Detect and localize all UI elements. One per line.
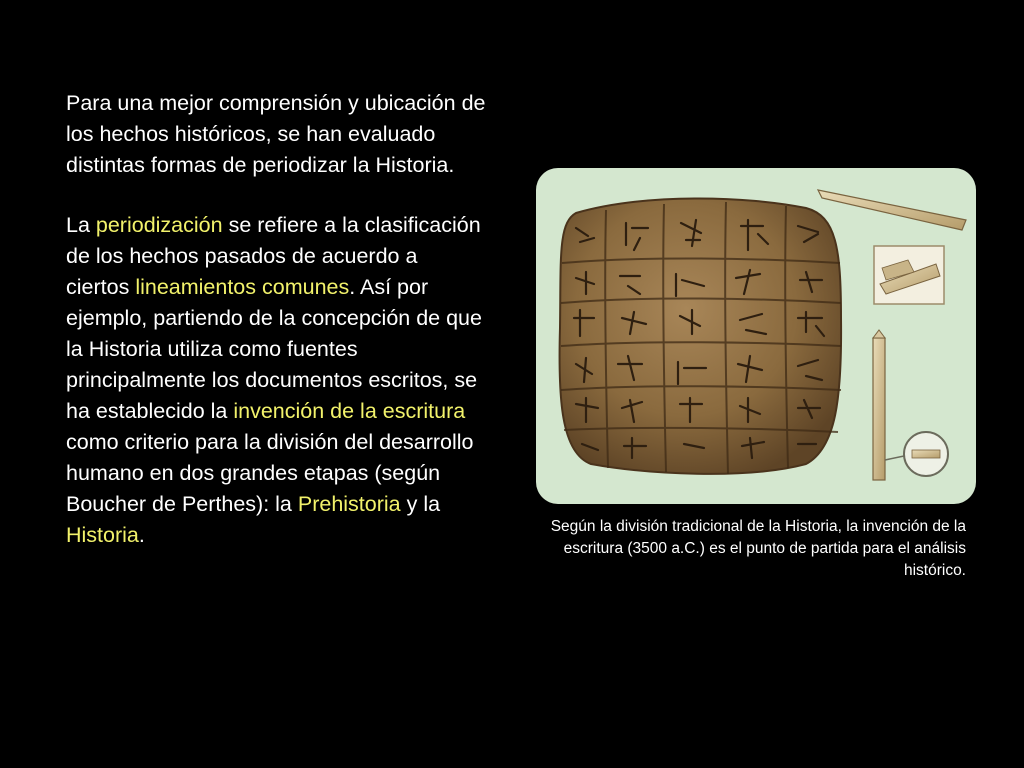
text-segment: . Así por ejemplo, partiendo de la concepción de que la Historia utiliza como fuentes principalmente los documentos escritos, se ha establecido la (66, 275, 482, 423)
highlight-prehistoria: Prehistoria (297, 492, 401, 516)
text-segment: se refiere a la clasificación de los hechos pasados de acuerdo a ciertos (66, 213, 481, 299)
highlight-lineamientos: lineamientos comunes (135, 275, 350, 299)
magnified-stylus (912, 450, 940, 458)
periodization-paragraph (66, 210, 486, 551)
highlight-historia: Historia (66, 523, 139, 547)
stylus-vertical-tip (873, 330, 885, 338)
tablet-illustration (536, 168, 976, 504)
stylus-vertical (873, 338, 885, 480)
text-segment: y la (400, 492, 441, 516)
intro-paragraph: Para una mejor comprensión y ubicación de los hechos históricos, se han evaluado distintas formas de periodizar la Historia. (66, 91, 486, 177)
text-segment: como criterio para la división del desarrollo humano en dos grandes etapas (según Boucher de Perthes): la (66, 430, 474, 516)
stylus-diagonal (818, 190, 966, 230)
highlight-invencion: invención de la escritura (233, 399, 466, 423)
image-caption: Según la división tradicional de la Historia, la invención de la escritura (3500 a.C.) es el punto de partida para el análisis histórico. (550, 518, 966, 579)
text-segment: La (66, 213, 96, 237)
text-segment: . (138, 523, 145, 547)
magnifier-pointer (885, 456, 904, 460)
body-text (66, 88, 486, 551)
highlight-periodizacion: periodización (95, 213, 223, 237)
cuneiform-tablet-image (536, 168, 976, 504)
